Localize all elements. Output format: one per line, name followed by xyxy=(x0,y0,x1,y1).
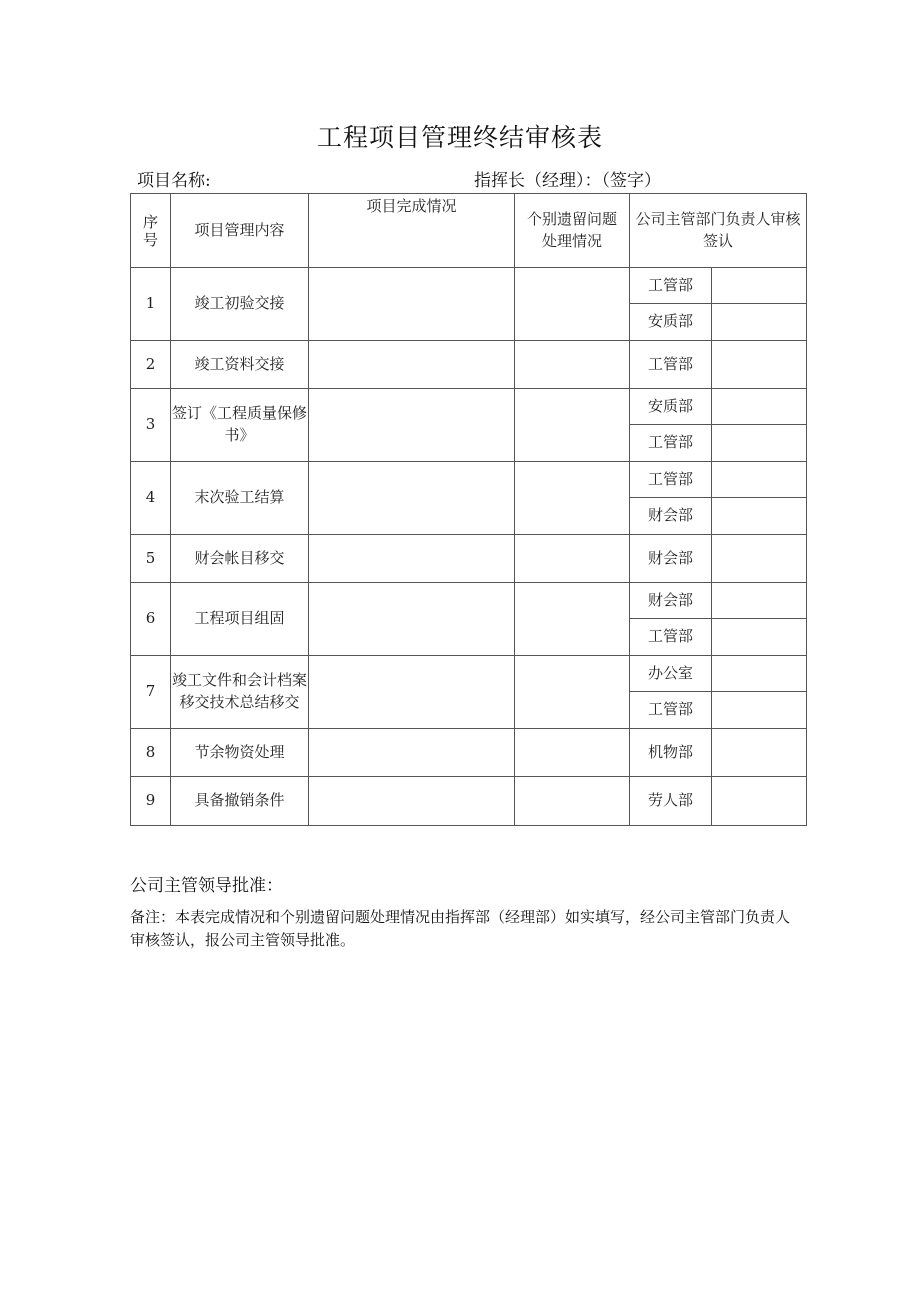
row-item: 竣工初验交接 xyxy=(171,268,309,341)
row-item: 竣工文件和会计档案移交技术总结移交 xyxy=(171,656,309,729)
signature-cell[interactable] xyxy=(712,583,807,619)
department-label: 工管部 xyxy=(630,425,712,462)
table-row xyxy=(131,462,807,498)
department-label: 安质部 xyxy=(630,389,712,425)
header-seq: 序号 xyxy=(131,194,171,268)
table-row xyxy=(131,729,807,777)
page-title: 工程项目管理终结审核表 xyxy=(316,123,603,152)
issues-cell[interactable] xyxy=(515,656,630,729)
row-number: 6 xyxy=(131,583,171,656)
completion-cell[interactable] xyxy=(309,656,515,729)
table-row xyxy=(131,583,807,619)
row-number: 2 xyxy=(131,341,171,389)
table-row xyxy=(131,268,807,304)
table-header-row xyxy=(131,194,807,268)
department-label: 工管部 xyxy=(630,692,712,729)
row-number: 5 xyxy=(131,535,171,583)
row-number: 1 xyxy=(131,268,171,341)
table-row xyxy=(131,656,807,692)
issues-cell[interactable] xyxy=(515,341,630,389)
completion-cell[interactable] xyxy=(309,729,515,777)
completion-cell[interactable] xyxy=(309,535,515,583)
remark-note: 备注：本表完成情况和个别遗留问题处理情况由指挥部（经理部）如实填写，经公司主管部门负责人审核签认，报公司主管领导批准。 xyxy=(130,908,791,950)
completion-cell[interactable] xyxy=(309,777,515,826)
table-row xyxy=(131,777,807,826)
row-number: 8 xyxy=(131,729,171,777)
completion-cell[interactable] xyxy=(309,462,515,535)
completion-cell[interactable] xyxy=(309,583,515,656)
department-label: 劳人部 xyxy=(630,777,712,826)
department-label: 机物部 xyxy=(630,729,712,777)
signature-cell[interactable] xyxy=(712,304,807,341)
issues-cell[interactable] xyxy=(515,777,630,826)
header-issues: 个别遗留问题处理情况 xyxy=(515,194,630,268)
row-item: 具备撤销条件 xyxy=(171,777,309,826)
department-label: 安质部 xyxy=(630,304,712,341)
department-label: 工管部 xyxy=(630,268,712,304)
department-label: 财会部 xyxy=(630,498,712,535)
issues-cell[interactable] xyxy=(515,583,630,656)
signature-cell[interactable] xyxy=(712,268,807,304)
completion-cell[interactable] xyxy=(309,268,515,341)
row-item: 签订《工程质量保修书》 xyxy=(171,389,309,462)
table-row xyxy=(131,389,807,425)
department-label: 财会部 xyxy=(630,583,712,619)
issues-cell[interactable] xyxy=(515,729,630,777)
row-number: 3 xyxy=(131,389,171,462)
header-approval: 公司主管部门负责人审核签认 xyxy=(630,194,807,268)
header-completion: 项目完成情况 xyxy=(309,194,515,268)
issues-cell[interactable] xyxy=(515,268,630,341)
table-row xyxy=(131,535,807,583)
review-table xyxy=(130,193,807,826)
row-number: 4 xyxy=(131,462,171,535)
signature-cell[interactable] xyxy=(712,692,807,729)
row-item: 节余物资处理 xyxy=(171,729,309,777)
row-item: 财会帐目移交 xyxy=(171,535,309,583)
department-label: 工管部 xyxy=(630,462,712,498)
signature-cell[interactable] xyxy=(712,729,807,777)
signature-cell[interactable] xyxy=(712,498,807,535)
signature-cell[interactable] xyxy=(712,389,807,425)
signature-cell[interactable] xyxy=(712,425,807,462)
completion-cell[interactable] xyxy=(309,389,515,462)
row-number: 7 xyxy=(131,656,171,729)
table-row xyxy=(131,341,807,389)
leader-approval-label: 公司主管领导批准： xyxy=(130,876,283,896)
signature-cell[interactable] xyxy=(712,341,807,389)
signature-cell[interactable] xyxy=(712,619,807,656)
header-content: 项目管理内容 xyxy=(171,194,309,268)
department-label: 工管部 xyxy=(630,341,712,389)
signature-cell[interactable] xyxy=(712,535,807,583)
completion-cell[interactable] xyxy=(309,341,515,389)
issues-cell[interactable] xyxy=(515,535,630,583)
commander-signature-label: 指挥长（经理）：（签字） xyxy=(474,171,661,191)
department-label: 工管部 xyxy=(630,619,712,656)
signature-cell[interactable] xyxy=(712,777,807,826)
department-label: 财会部 xyxy=(630,535,712,583)
project-name-label: 项目名称: xyxy=(137,171,211,191)
issues-cell[interactable] xyxy=(515,389,630,462)
row-item: 工程项目组固 xyxy=(171,583,309,656)
row-item: 末次验工结算 xyxy=(171,462,309,535)
department-label: 办公室 xyxy=(630,656,712,692)
issues-cell[interactable] xyxy=(515,462,630,535)
row-number: 9 xyxy=(131,777,171,826)
signature-cell[interactable] xyxy=(712,462,807,498)
row-item: 竣工资料交接 xyxy=(171,341,309,389)
signature-cell[interactable] xyxy=(712,656,807,692)
